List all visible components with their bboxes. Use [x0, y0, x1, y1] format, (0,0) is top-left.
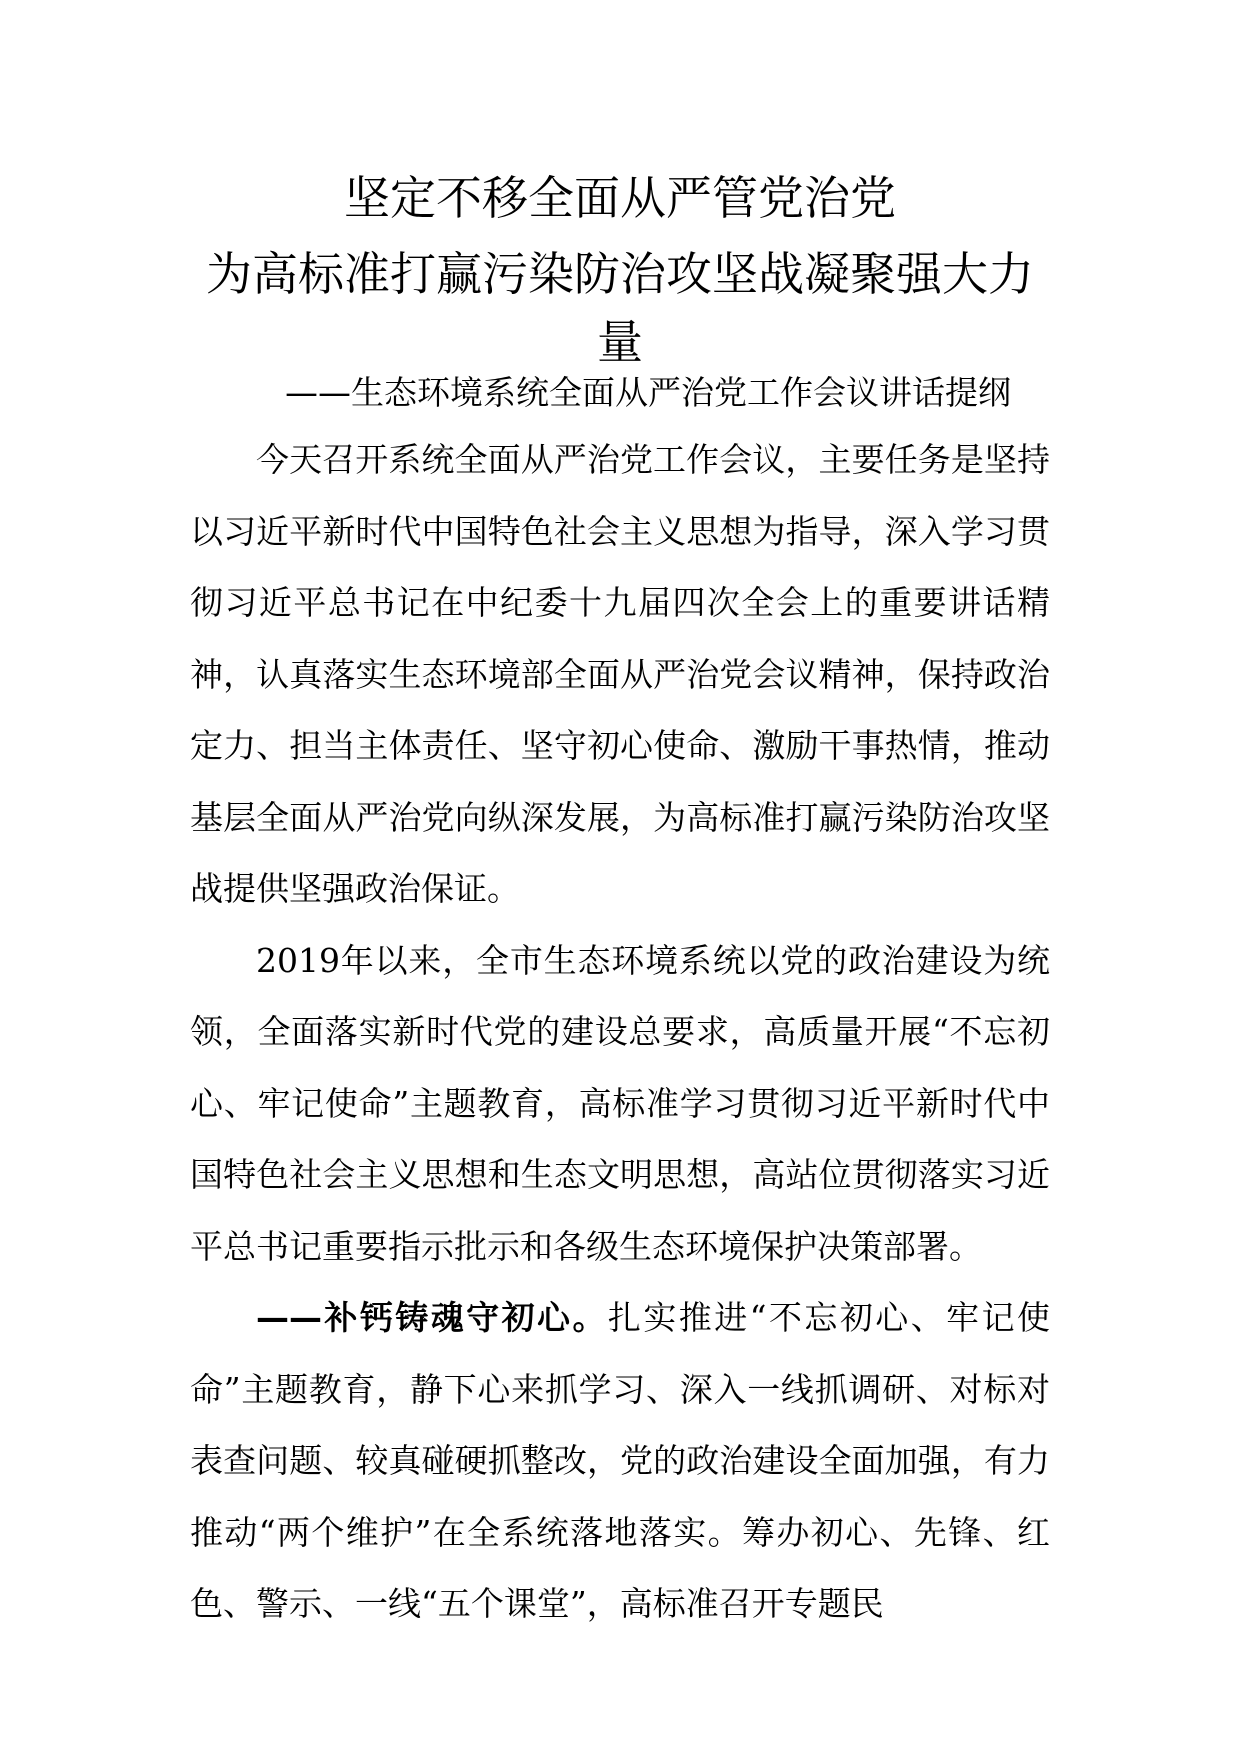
title-line-2: 为高标准打赢污染防治攻坚战凝聚强大力量	[206, 247, 1034, 369]
paragraph-section-1	[190, 1282, 1050, 1640]
paragraph-text: 2019年以来，全市生态环境系统以党的政治建设为统领，全面落实新时代党的建设总要求，高质量开展“不忘初心、牢记使命”主题教育，高标准学习贯彻习近平新时代中国特色社会主义思想和生态文明思想，高站位贯彻落实习近平总书记重要指示批示和各级生态环境保护决策部署。	[190, 940, 1050, 1266]
paragraph-text: 今天召开系统全面从严治党工作会议，主要任务是坚持以习近平新时代中国特色社会主义思想为指导，深入学习贯彻习近平总书记在中纪委十九届四次全会上的重要讲话精神，认真落实生态环境部全面从严治党会议精神，保持政治定力、担当主体责任、坚守初心使命、激励干事热情，推动基层全面从严治党向纵深发展，为高标准打赢污染防治攻坚战提供坚强政治保证。	[190, 440, 1050, 908]
paragraph-overview	[190, 925, 1050, 1283]
paragraph-text: 扎实推进“不忘初心、牢记使命”主题教育，静下心来抓学习、深入一线抓调研、对标对表查问题、较真碰硬抓整改，党的政治建设全面加强，有力推动“两个维护”在全系统落地落实。筹办初心、先锋、红色、警示、一线“五个课堂”，高标准召开专题民	[190, 1298, 1051, 1623]
section-heading: ——补钙铸魂守初心。	[256, 1298, 608, 1337]
paragraph-intro	[190, 424, 1050, 925]
subtitle: ——生态环境系统全面从严治党工作会议讲话提纲	[285, 373, 1011, 412]
document-body	[190, 424, 1050, 1640]
title-line-1: 坚定不移全面从严管党治党	[344, 171, 896, 225]
